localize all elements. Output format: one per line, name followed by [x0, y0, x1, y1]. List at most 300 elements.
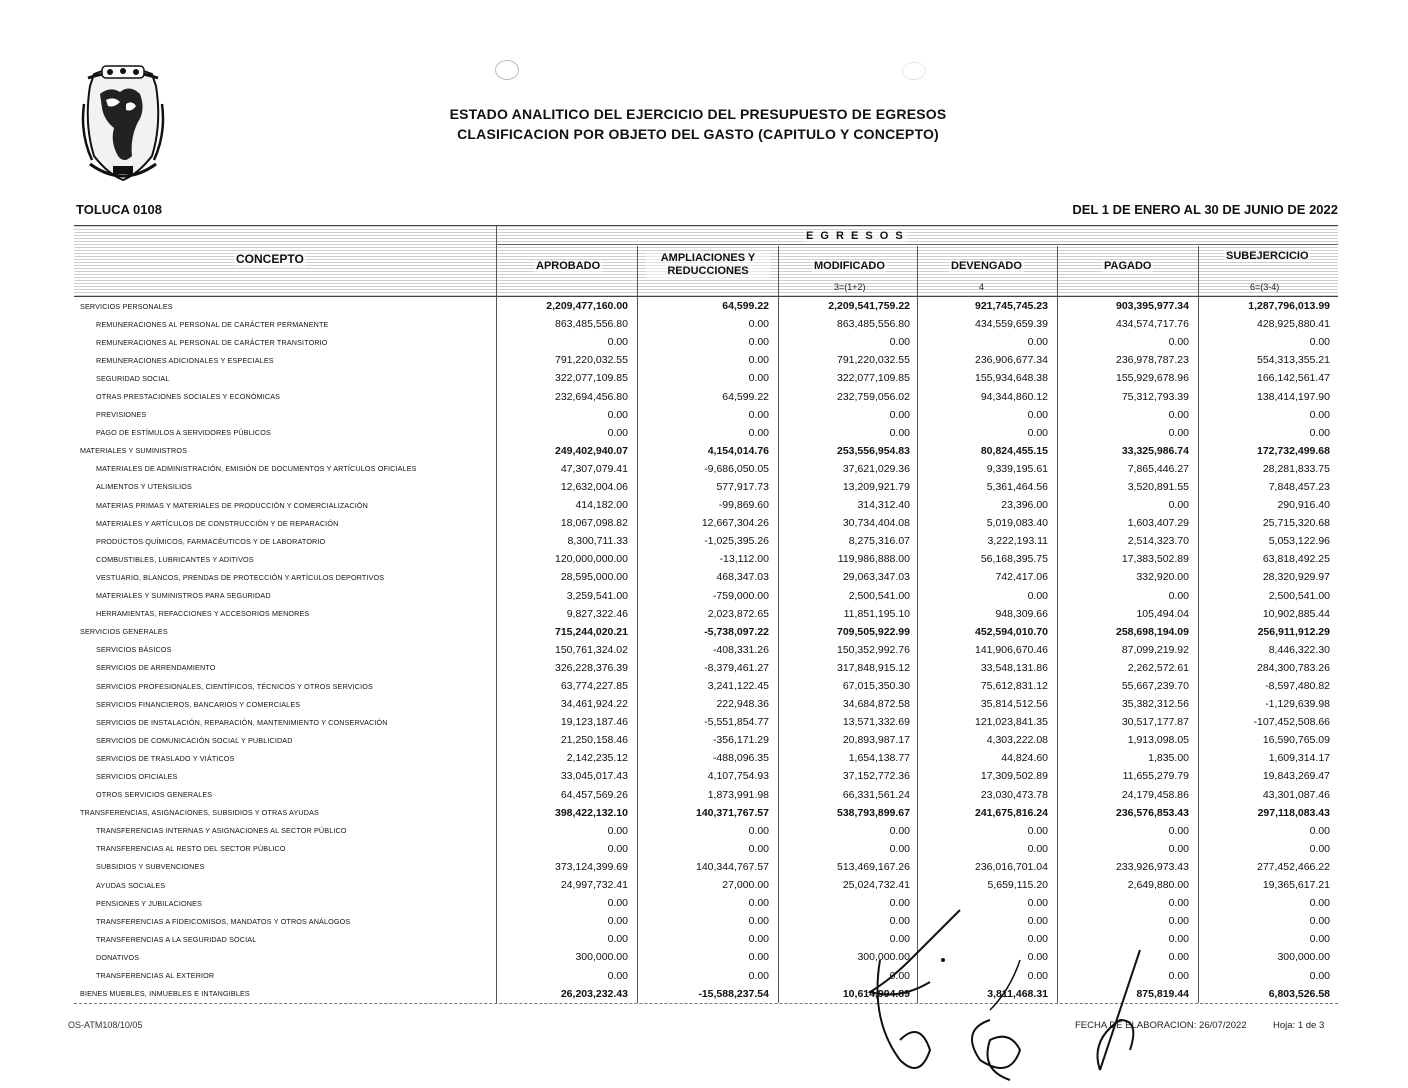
pagado-value: 0.00 — [1168, 824, 1189, 837]
concept-label: HERRAMIENTAS, REFACCIONES Y ACCESORIOS MENORES — [96, 609, 310, 619]
devengado-value: 5,361,464.56 — [986, 480, 1048, 493]
ampliaciones-value: -8,379,461.27 — [704, 661, 769, 674]
aprobado-value: 0.00 — [607, 824, 628, 837]
table-row — [74, 351, 1338, 369]
ampliaciones-value: 0.00 — [748, 372, 769, 385]
pagado-value: 258,698,194.09 — [1116, 625, 1189, 638]
devengado-value: 0.00 — [1027, 951, 1048, 964]
modificado-value: 863,485,556.80 — [837, 318, 910, 331]
table-row — [74, 460, 1338, 478]
punch-hole-mark-left — [495, 60, 519, 80]
aprobado-value: 0.00 — [607, 915, 628, 928]
pagado-value: 155,929,678.96 — [1116, 372, 1189, 385]
table-row — [74, 731, 1338, 749]
ampliaciones-value: 0.00 — [748, 336, 769, 349]
subejercicio-value: 0.00 — [1309, 969, 1330, 982]
devengado-value: 236,016,701.04 — [975, 860, 1048, 873]
subejercicio-value: 63,818,492.25 — [1262, 553, 1330, 566]
ampliaciones-value: 1,873,991.98 — [707, 788, 769, 801]
devengado-value: 236,906,677.34 — [975, 354, 1048, 367]
aprobado-value: 791,220,032.55 — [555, 354, 628, 367]
pagado-value: 233,926,973.43 — [1116, 860, 1189, 873]
subejercicio-value: 10,902,885.44 — [1262, 607, 1330, 620]
modificado-value: 37,152,772.36 — [842, 770, 910, 783]
devengado-value: 141,906,670.46 — [975, 643, 1048, 656]
table-row — [74, 424, 1338, 442]
modificado-value: 20,893,987.17 — [842, 734, 910, 747]
aprobado-value: 34,461,924.22 — [560, 698, 628, 711]
aprobado-value: 398,422,132.10 — [555, 806, 628, 819]
aprobado-value: 0.00 — [607, 426, 628, 439]
report-period: DEL 1 DE ENERO AL 30 DE JUNIO DE 2022 — [1072, 202, 1338, 217]
concept-label: TRANSFERENCIAS AL EXTERIOR — [96, 971, 215, 981]
aprobado-value: 863,485,556.80 — [555, 318, 628, 331]
modificado-value: 10,614,994.89 — [842, 987, 910, 1000]
devengado-value: 3,811,468.31 — [987, 987, 1048, 1000]
aprobado-value: 0.00 — [607, 336, 628, 349]
pagado-value: 0.00 — [1168, 408, 1189, 421]
ampliaciones-value: -356,171.29 — [712, 734, 769, 747]
pagado-value: 0.00 — [1168, 915, 1189, 928]
report-title: ESTADO ANALITICO DEL EJERCICIO DEL PRESUPUESTO DE EGRESOS — [449, 106, 947, 122]
subejercicio-value: 25,715,320.68 — [1262, 517, 1330, 530]
devengado-value: 5,019,083.40 — [986, 517, 1048, 530]
modificado-value: 11,851,195.10 — [843, 607, 910, 620]
concept-label: REMUNERACIONES ADICIONALES Y ESPECIALES — [96, 355, 274, 365]
pagado-value: 0.00 — [1168, 842, 1189, 855]
pagado-value: 1,913,098.05 — [1127, 734, 1189, 747]
modificado-value: 29,063,347.03 — [842, 571, 910, 584]
table-row — [74, 315, 1338, 333]
subejercicio-value: 43,301,087.46 — [1262, 788, 1330, 801]
aprobado-value: 373,124,399.69 — [555, 860, 628, 873]
ampliaciones-value: 0.00 — [748, 969, 769, 982]
modificado-value: 0.00 — [889, 426, 910, 439]
modificado-value: 119,986,888.00 — [837, 553, 910, 566]
concept-label: COMBUSTIBLES, LUBRICANTES Y ADITIVOS — [96, 554, 254, 564]
devengado-value: 23,030,473.78 — [980, 788, 1048, 801]
subejercicio-value: 6,803,526.58 — [1268, 987, 1330, 1000]
devengado-value: 4,303,222.08 — [986, 734, 1048, 747]
devengado-value: 0.00 — [1027, 969, 1048, 982]
modificado-value: 1,654,138.77 — [848, 752, 910, 765]
concept-label: MATERIALES DE ADMINISTRACIÓN, EMISIÓN DE DOCUMENTOS Y ARTÍCULOS OFICIALES — [96, 464, 417, 474]
column-header-pagado: PAGADO — [1104, 260, 1152, 272]
devengado-value: 121,023,841.35 — [975, 716, 1048, 729]
aprobado-value: 2,142,235.12 — [566, 752, 628, 765]
devengado-value: 452,594,010.70 — [975, 625, 1048, 638]
table-header — [74, 225, 1338, 297]
column-header-aprobado: APROBADO — [536, 260, 601, 272]
subejercicio-value: 1,609,314.17 — [1268, 752, 1330, 765]
table-row — [74, 550, 1338, 568]
aprobado-value: 21,250,158.46 — [560, 734, 628, 747]
modificado-value: 34,684,872.58 — [842, 698, 910, 711]
pagado-value: 0.00 — [1168, 589, 1189, 602]
pagado-value: 1,835.00 — [1148, 752, 1189, 765]
subejercicio-value: 554,313,355.21 — [1257, 354, 1330, 367]
table-row — [74, 387, 1338, 405]
table-row — [74, 695, 1338, 713]
table-row — [74, 496, 1338, 514]
concept-label: TRANSFERENCIAS INTERNAS Y ASIGNACIONES AL SECTOR PÚBLICO — [96, 826, 347, 836]
aprobado-value: 414,182.00 — [575, 499, 628, 512]
concept-label: SERVICIOS OFICIALES — [96, 771, 178, 781]
devengado-value: 44,824.60 — [1001, 752, 1048, 765]
concept-label: MATERIALES Y SUMINISTROS PARA SEGURIDAD — [96, 591, 271, 601]
concept-label: SERVICIOS BÁSICOS — [96, 645, 172, 655]
ampliaciones-value: -488,096.35 — [712, 752, 769, 765]
subejercicio-value: 0.00 — [1309, 408, 1330, 421]
devengado-value: 3,222,193.11 — [987, 535, 1048, 548]
ampliaciones-value: -1,025,395.26 — [704, 535, 769, 548]
subejercicio-value: 297,118,083.43 — [1257, 806, 1330, 819]
devengado-value: 23,396.00 — [1001, 499, 1048, 512]
table-row — [74, 514, 1338, 532]
aprobado-value: 63,774,227.85 — [560, 680, 628, 693]
aprobado-value: 0.00 — [607, 969, 628, 982]
concept-label: SERVICIOS FINANCIEROS, BANCARIOS Y COMERCIALES — [96, 699, 301, 709]
subejercicio-value: 290,916.40 — [1277, 499, 1330, 512]
column-header-devengado: DEVENGADO — [951, 260, 1022, 272]
devengado-value: 0.00 — [1027, 589, 1048, 602]
ampliaciones-value: -13,112.00 — [719, 553, 769, 566]
aprobado-value: 24,997,732.41 — [560, 879, 628, 892]
aprobado-value: 249,402,940.07 — [555, 444, 628, 457]
aprobado-value: 232,694,456.80 — [555, 390, 628, 403]
egresos-group-header: E G R E S O S — [806, 230, 905, 242]
devengado-value: 434,559,659.39 — [975, 318, 1048, 331]
table-row — [74, 478, 1338, 496]
concept-label: SERVICIOS DE ARRENDAMIENTO — [96, 663, 216, 673]
budget-table-body — [74, 297, 1338, 1003]
concept-label: SERVICIOS PROFESIONALES, CIENTÍFICOS, TÉCNICOS Y OTROS SERVICIOS — [96, 681, 373, 691]
pagado-value: 236,978,787.23 — [1116, 354, 1189, 367]
modificado-value: 0.00 — [889, 969, 910, 982]
modificado-value: 0.00 — [889, 933, 910, 946]
modificado-value: 0.00 — [889, 897, 910, 910]
aprobado-value: 9,827,322.46 — [566, 607, 628, 620]
handwritten-signature — [840, 900, 1160, 1088]
aprobado-value: 19,123,187.46 — [560, 716, 628, 729]
aprobado-value: 12,632,004.06 — [560, 480, 628, 493]
subejercicio-value: -1,129,639.98 — [1265, 698, 1330, 711]
pagado-value: 17,383,502.89 — [1121, 553, 1189, 566]
devengado-value: 80,824,455.15 — [980, 444, 1048, 457]
table-row — [74, 749, 1338, 767]
entity-name: TOLUCA 0108 — [76, 202, 162, 217]
subejercicio-value: 172,732,499.68 — [1257, 444, 1330, 457]
subejercicio-value: 2,500,541.00 — [1268, 589, 1330, 602]
modificado-value: 253,556,954.83 — [837, 444, 910, 457]
column-header-concepto: CONCEPTO — [236, 252, 304, 266]
ampliaciones-value: 0.00 — [748, 354, 769, 367]
subejercicio-value: 0.00 — [1309, 933, 1330, 946]
devengado-value: 9,339,195.61 — [986, 462, 1048, 475]
table-row — [74, 532, 1338, 550]
column-number-subejercicio: 6=(3-4) — [1250, 282, 1280, 292]
modificado-value: 314,312.40 — [857, 499, 910, 512]
concept-label: OTRAS PRESTACIONES SOCIALES Y ECONÓMICAS — [96, 392, 281, 402]
aprobado-value: 0.00 — [607, 933, 628, 946]
pagado-value: 1,603,407.29 — [1127, 517, 1189, 530]
devengado-value: 0.00 — [1027, 336, 1048, 349]
pagado-value: 875,819.44 — [1136, 987, 1189, 1000]
concept-label: SERVICIOS GENERALES — [80, 627, 168, 637]
table-row — [74, 641, 1338, 659]
column-header-modificado: MODIFICADO — [814, 260, 885, 272]
devengado-value: 0.00 — [1027, 897, 1048, 910]
modificado-value: 150,352,992.76 — [837, 643, 910, 656]
concept-label: PAGO DE ESTÍMULOS A SERVIDORES PÚBLICOS — [96, 428, 271, 438]
pagado-value: 105,494.04 — [1136, 607, 1189, 620]
aprobado-value: 150,761,324.02 — [555, 643, 628, 656]
report-subtitle: CLASIFICACION POR OBJETO DEL GASTO (CAPITULO Y CONCEPTO) — [457, 126, 939, 142]
aprobado-value: 18,067,098.82 — [560, 517, 628, 530]
ampliaciones-value: -5,551,854.77 — [704, 716, 769, 729]
pagado-value: 2,514,323.70 — [1127, 535, 1189, 548]
aprobado-value: 0.00 — [607, 842, 628, 855]
subejercicio-value: 8,446,322.30 — [1268, 643, 1330, 656]
pagado-value: 33,325,986.74 — [1121, 444, 1189, 457]
devengado-value: 0.00 — [1027, 426, 1048, 439]
subejercicio-value: 0.00 — [1309, 824, 1330, 837]
concept-label: SERVICIOS DE TRASLADO Y VIÁTICOS — [96, 753, 235, 763]
concept-label: TRANSFERENCIAS A FIDEICOMISOS, MANDATOS Y OTROS ANÁLOGOS — [96, 916, 351, 926]
devengado-value: 948,309.66 — [995, 607, 1048, 620]
aprobado-value: 64,457,569.26 — [560, 788, 628, 801]
subejercicio-value: 0.00 — [1309, 915, 1330, 928]
ampliaciones-value: 222,948.36 — [716, 698, 769, 711]
subejercicio-value: 277,452,466.22 — [1257, 860, 1330, 873]
subejercicio-value: 0.00 — [1309, 897, 1330, 910]
subejercicio-value: 166,142,561.47 — [1257, 372, 1330, 385]
ampliaciones-value: 0.00 — [748, 897, 769, 910]
subejercicio-value: 138,414,197.90 — [1257, 390, 1330, 403]
modificado-value: 37,621,029.36 — [842, 462, 910, 475]
devengado-value: 0.00 — [1027, 915, 1048, 928]
pagado-value: 332,920.00 — [1136, 571, 1189, 584]
devengado-value: 241,675,816.24 — [975, 806, 1048, 819]
concept-label: SERVICIOS DE INSTALACIÓN, REPARACIÓN, MANTENIMIENTO Y CONSERVACIÓN — [96, 717, 388, 727]
pagado-value: 87,099,219.92 — [1121, 643, 1189, 656]
modificado-value: 0.00 — [889, 336, 910, 349]
table-row — [74, 297, 1338, 315]
modificado-value: 791,220,032.55 — [837, 354, 910, 367]
concept-label: MATERIAS PRIMAS Y MATERIALES DE PRODUCCIÓN Y COMERCIALIZACIÓN — [96, 500, 368, 510]
aprobado-value: 28,595,000.00 — [560, 571, 628, 584]
pagado-value: 236,576,853.43 — [1116, 806, 1189, 819]
devengado-value: 742,417.06 — [995, 571, 1048, 584]
concept-label: REMUNERACIONES AL PERSONAL DE CARÁCTER PERMANENTE — [96, 319, 329, 329]
concept-label: SERVICIOS DE COMUNICACIÓN SOCIAL Y PUBLICIDAD — [96, 735, 293, 745]
table-row — [74, 858, 1338, 876]
ampliaciones-value: 140,371,767.57 — [696, 806, 769, 819]
ampliaciones-value: -15,588,237.54 — [698, 987, 769, 1000]
pagado-value: 24,179,458.86 — [1121, 788, 1189, 801]
ampliaciones-value: 4,107,754.93 — [707, 770, 769, 783]
modificado-value: 322,077,109.85 — [837, 372, 910, 385]
pagado-value: 35,382,312.56 — [1121, 698, 1189, 711]
pagado-value: 434,574,717.76 — [1116, 318, 1189, 331]
table-row — [74, 804, 1338, 822]
devengado-value: 155,934,648.38 — [975, 372, 1048, 385]
pagado-value: 2,649,880.00 — [1127, 879, 1189, 892]
modificado-value: 317,848,915.12 — [837, 661, 910, 674]
aprobado-value: 0.00 — [607, 408, 628, 421]
aprobado-value: 120,000,000.00 — [555, 553, 628, 566]
modificado-value: 2,500,541.00 — [848, 589, 910, 602]
subejercicio-value: -8,597,480.82 — [1265, 680, 1330, 693]
ampliaciones-value: 3,241,122.45 — [707, 680, 769, 693]
ampliaciones-value: 0.00 — [748, 933, 769, 946]
pagado-value: 11,655,279.79 — [1122, 770, 1189, 783]
modificado-value: 0.00 — [889, 842, 910, 855]
subejercicio-value: 19,365,617.21 — [1262, 879, 1330, 892]
punch-hole-mark-right — [902, 62, 926, 80]
pagado-value: 55,667,239.70 — [1121, 680, 1189, 693]
ampliaciones-value: 2,023,872.65 — [707, 607, 769, 620]
modificado-value: 232,759,056.02 — [837, 390, 910, 403]
pagado-value: 0.00 — [1168, 499, 1189, 512]
modificado-value: 67,015,350.30 — [842, 680, 910, 693]
subejercicio-value: 1,287,796,013.99 — [1248, 300, 1330, 313]
aprobado-value: 322,077,109.85 — [555, 372, 628, 385]
aprobado-value: 3,259,541.00 — [566, 589, 628, 602]
aprobado-value: 26,203,232.43 — [560, 987, 628, 1000]
pagado-value: 0.00 — [1168, 897, 1189, 910]
concept-label: MATERIALES Y SUMINISTROS — [80, 446, 188, 456]
table-row — [74, 568, 1338, 586]
modificado-value: 8,275,316.07 — [848, 535, 910, 548]
concept-label: TRANSFERENCIAS AL RESTO DEL SECTOR PÚBLICO — [96, 844, 286, 854]
table-row — [74, 587, 1338, 605]
concept-label: BIENES MUEBLES, INMUEBLES E INTANGIBLES — [80, 989, 250, 999]
table-row — [74, 767, 1338, 785]
devengado-value: 94,344,860.12 — [980, 390, 1048, 403]
table-row — [74, 333, 1338, 351]
coat-of-arms-logo — [80, 64, 166, 182]
concept-label: SEGURIDAD SOCIAL — [96, 373, 170, 383]
table-row — [74, 659, 1338, 677]
concept-label: OTROS SERVICIOS GENERALES — [96, 790, 213, 800]
subejercicio-value: 5,053,122.96 — [1268, 535, 1330, 548]
column-header-ampliaciones: AMPLIACIONES Y REDUCCIONES — [646, 252, 770, 278]
concept-label: SERVICIOS PERSONALES — [80, 301, 173, 311]
table-row — [74, 605, 1338, 623]
table-row — [74, 786, 1338, 804]
aprobado-value: 8,300,711.33 — [567, 535, 628, 548]
ampliaciones-value: 0.00 — [748, 318, 769, 331]
devengado-value: 17,309,502.89 — [980, 770, 1048, 783]
table-row — [74, 840, 1338, 858]
concept-label: ALIMENTOS Y UTENSILIOS — [96, 482, 192, 492]
devengado-value: 0.00 — [1027, 933, 1048, 946]
concept-label: TRANSFERENCIAS A LA SEGURIDAD SOCIAL — [96, 934, 257, 944]
pagado-value: 7,865,446.27 — [1127, 462, 1189, 475]
modificado-value: 13,209,921.79 — [842, 480, 910, 493]
modificado-value: 300,000.00 — [857, 951, 910, 964]
table-row — [74, 713, 1338, 731]
modificado-value: 25,024,732.41 — [842, 879, 910, 892]
aprobado-value: 300,000.00 — [575, 951, 628, 964]
aprobado-value: 33,045,017.43 — [560, 770, 628, 783]
concept-label: AYUDAS SOCIALES — [96, 880, 166, 890]
concept-label: MATERIALES Y ARTÍCULOS DE CONSTRUCCIÓN Y DE REPARACIÓN — [96, 518, 339, 528]
table-row — [74, 677, 1338, 695]
modificado-value: 13,571,332.69 — [842, 716, 910, 729]
ampliaciones-value: -99,869.60 — [718, 499, 769, 512]
elaboration-date: FECHA DE ELABORACION: 26/07/2022 — [1075, 1020, 1247, 1031]
ampliaciones-value: 64,599.22 — [722, 390, 769, 403]
page-number: Hoja: 1 de 3 — [1273, 1020, 1325, 1031]
ampliaciones-value: 0.00 — [748, 951, 769, 964]
pagado-value: 0.00 — [1168, 933, 1189, 946]
modificado-value: 0.00 — [889, 915, 910, 928]
modificado-value: 709,505,922.99 — [837, 625, 910, 638]
subejercicio-value: 0.00 — [1309, 842, 1330, 855]
subejercicio-value: -107,452,508.66 — [1253, 716, 1330, 729]
subejercicio-value: 284,300,783.26 — [1257, 661, 1330, 674]
ampliaciones-value: -9,686,050.05 — [704, 462, 769, 475]
concept-label: VESTUARIO, BLANCOS, PRENDAS DE PROTECCIÓN Y ARTÍCULOS DEPORTIVOS — [96, 572, 385, 582]
concept-label: PREVISIONES — [96, 410, 147, 420]
modificado-value: 66,331,561.24 — [842, 788, 910, 801]
table-row — [74, 623, 1338, 641]
ampliaciones-value: 0.00 — [748, 408, 769, 421]
modificado-value: 30,734,404.08 — [842, 517, 910, 530]
subejercicio-value: 7,848,457.23 — [1268, 480, 1330, 493]
ampliaciones-value: 0.00 — [748, 915, 769, 928]
table-row — [74, 369, 1338, 387]
ampliaciones-value: 140,344,767.57 — [696, 860, 769, 873]
column-number-modificado: 3=(1+2) — [834, 282, 866, 292]
ampliaciones-value: 0.00 — [748, 842, 769, 855]
ampliaciones-value: -759,000.00 — [712, 589, 769, 602]
ampliaciones-value: 27,000.00 — [722, 879, 769, 892]
concept-label: PENSIONES Y JUBILACIONES — [96, 898, 202, 908]
ampliaciones-value: 64,599.22 — [722, 300, 769, 313]
ampliaciones-value: 0.00 — [748, 426, 769, 439]
concept-label: TRANSFERENCIAS, ASIGNACIONES, SUBSIDIOS Y OTRAS AYUDAS — [80, 808, 319, 818]
pagado-value: 0.00 — [1168, 336, 1189, 349]
modificado-value: 0.00 — [889, 408, 910, 421]
column-header-subejercicio: SUBEJERCICIO — [1226, 250, 1309, 262]
concept-label: SUBSIDIOS Y SUBVENCIONES — [96, 862, 205, 872]
devengado-value: 0.00 — [1027, 842, 1048, 855]
devengado-value: 0.00 — [1027, 408, 1048, 421]
aprobado-value: 715,244,020.21 — [555, 625, 628, 638]
pagado-value: 0.00 — [1168, 426, 1189, 439]
ampliaciones-value: 468,347.03 — [716, 571, 769, 584]
pagado-value: 30,517,177.87 — [1121, 716, 1189, 729]
modificado-value: 0.00 — [889, 824, 910, 837]
subejercicio-value: 16,590,765.09 — [1262, 734, 1330, 747]
subejercicio-value: 28,281,833.75 — [1262, 462, 1330, 475]
devengado-value: 56,168,395.75 — [980, 553, 1048, 566]
pagado-value: 903,395,977.34 — [1116, 300, 1189, 313]
devengado-value: 921,745,745.23 — [975, 300, 1048, 313]
subejercicio-value: 256,911,912.29 — [1257, 625, 1330, 638]
subejercicio-value: 0.00 — [1309, 336, 1330, 349]
modificado-value: 513,469,167.26 — [837, 860, 910, 873]
form-code: OS-ATM108/10/05 — [68, 1020, 143, 1030]
aprobado-value: 326,228,376.39 — [555, 661, 628, 674]
table-row — [74, 406, 1338, 424]
devengado-value: 35,814,512.56 — [980, 698, 1048, 711]
pagado-value: 0.00 — [1168, 951, 1189, 964]
ampliaciones-value: -5,738,097.22 — [704, 625, 769, 638]
